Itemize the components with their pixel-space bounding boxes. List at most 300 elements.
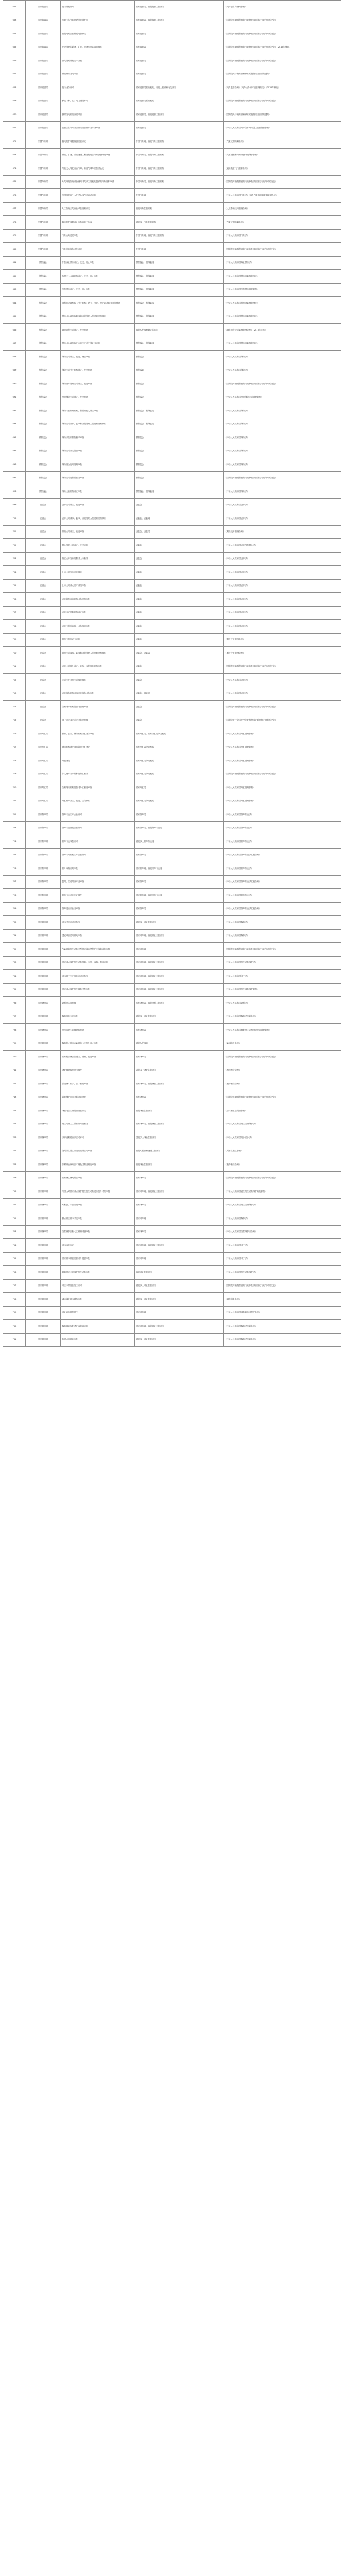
- row-department: 证监会: [26, 647, 61, 660]
- row-department: 国家林草局: [26, 956, 61, 970]
- row-department: 国家烟草局: [26, 862, 61, 876]
- row-basis: 《融资担保公司监督管理条例》（2017年公布）: [224, 324, 341, 337]
- table-row: [3, 256, 341, 270]
- row-basis: 《中华人民共和国森林法》: [224, 916, 341, 930]
- row-item: 期货交易所设立审批: [61, 633, 135, 647]
- row-number: 718: [3, 754, 26, 768]
- row-scope: 银保监会: [135, 431, 224, 445]
- row-number: 706: [3, 593, 26, 607]
- table-row: [3, 283, 341, 297]
- table-row: [3, 229, 341, 243]
- row-number: 740: [3, 1051, 26, 1064]
- row-basis: 《国务院对确需保留的行政审批项目设定行政许可的决定》: [224, 1171, 341, 1185]
- table-row: [3, 351, 341, 364]
- row-department: 国家林草局: [26, 1333, 61, 1347]
- row-scope: 国家林草局，省级草原主管部门: [135, 997, 224, 1010]
- row-number: 678: [3, 216, 26, 230]
- row-number: 691: [3, 391, 26, 404]
- row-department: 银保监会: [26, 458, 61, 472]
- row-item: 烟草专卖生产企业许可: [61, 808, 135, 822]
- row-number: 741: [3, 1064, 26, 1077]
- row-department: 证监会: [26, 714, 61, 727]
- row-number: 701: [3, 525, 26, 539]
- row-scope: 银保监会，银保监局: [135, 485, 224, 499]
- row-department: 国家林草局: [26, 997, 61, 1010]
- row-basis: 《中华人民共和国种子法》: [224, 1239, 341, 1253]
- row-number: 752: [3, 1212, 26, 1226]
- row-basis: 《风景名胜区条例》: [224, 1145, 341, 1158]
- row-basis: 《气象灾害防御条例》: [224, 135, 341, 149]
- row-item: 在森林和野生动物类型国家级自然保护区修筑设施审批: [61, 943, 135, 957]
- row-item: 外债登记: [61, 754, 135, 768]
- row-department: 银保监会: [26, 377, 61, 391]
- table-row: [3, 121, 341, 135]
- table-row: [3, 714, 341, 727]
- row-scope: 国家外汇局分支机构: [135, 795, 224, 808]
- row-item: 上市公司发行证券核准: [61, 566, 135, 580]
- row-item: 非银行金融机构（分支机构）设立、变更、终止以及业务范围审批: [61, 297, 135, 310]
- row-item: 气象信息服务单位备案: [61, 243, 135, 257]
- row-basis: 《中华人民共和国草原法》: [224, 997, 341, 1010]
- row-number: 760: [3, 1320, 26, 1334]
- row-item: 保险资产管理公司设立、变更审批: [61, 377, 135, 391]
- row-item: 证券登记结算机构设立审批: [61, 606, 135, 620]
- row-number: 705: [3, 579, 26, 593]
- row-scope: 国家林草局，省级林业主管部门: [135, 1077, 224, 1091]
- row-scope: 证监会: [135, 579, 224, 593]
- row-basis: 《中华人民共和国烟草专卖法》: [224, 835, 341, 849]
- row-scope: 国家能源局，省级能源主管部门: [135, 108, 224, 122]
- row-number: 755: [3, 1252, 26, 1266]
- row-department: 国家烟草局: [26, 821, 61, 835]
- row-item: 烟草专卖零售许可: [61, 835, 135, 849]
- row-basis: 《中华人民共和国外汇管理条例》: [224, 795, 341, 808]
- table-row: [3, 485, 341, 499]
- row-department: 国家能源局: [26, 81, 61, 95]
- row-department: 国家林草局: [26, 1158, 61, 1172]
- row-number: 702: [3, 539, 26, 553]
- row-item: 林木良种审定: [61, 1239, 135, 1253]
- table-row: [3, 1306, 341, 1320]
- row-basis: 《中华人民共和国气象法》《涉外气象探测和资料管理办法》: [224, 189, 341, 203]
- row-scope: 中国气象局，省级气象主管机构: [135, 148, 224, 162]
- row-basis: 《国务院对确需保留的行政审批项目设定行政许可的决定》: [224, 1051, 341, 1064]
- table-row: [3, 27, 341, 41]
- row-item: 引进林木种子、苗木检疫审批: [61, 1077, 135, 1091]
- row-scope: 国家林草局，省级林业主管部门: [135, 970, 224, 984]
- row-basis: 《中华人民共和国证券法》: [224, 579, 341, 593]
- row-department: 银保监会: [26, 297, 61, 310]
- row-department: 银保监会: [26, 337, 61, 351]
- row-number: 700: [3, 512, 26, 526]
- row-item: 合格境内机构投资者外汇额度审批: [61, 781, 135, 795]
- row-basis: 《中华人民共和国证券法》: [224, 606, 341, 620]
- row-item: 重点林区林木采伐审批: [61, 1212, 135, 1226]
- row-department: 国家烟草局: [26, 875, 61, 889]
- row-basis: 《中华人民共和国野生动物保护法》: [224, 956, 341, 970]
- row-scope: 国家林草局: [135, 1091, 224, 1104]
- row-scope: 县级以上林业主管部门: [135, 1333, 224, 1347]
- row-item: 石油天然气基础设施建设许可: [61, 14, 135, 27]
- row-basis: 《期货交易管理条例》: [224, 633, 341, 647]
- row-number: 748: [3, 1158, 26, 1172]
- row-item: 银行业金融机构开办衍生产品交易业务审批: [61, 337, 135, 351]
- row-department: 银保监会: [26, 445, 61, 458]
- row-item: 进出口野生动植物种审批: [61, 1024, 135, 1037]
- row-department: 银保监会: [26, 283, 61, 297]
- row-department: 国家林草局: [26, 943, 61, 957]
- row-basis: 《中华人民共和国证券法》: [224, 512, 341, 526]
- table-row: [3, 1, 341, 14]
- row-number: 687: [3, 337, 26, 351]
- table-row: [3, 512, 341, 526]
- row-scope: 证监会: [135, 566, 224, 580]
- row-basis: 《植物检疫条例》: [224, 1064, 341, 1077]
- table-row: [3, 795, 341, 808]
- row-item: 国家级森林公园设立、撤销、变更审批: [61, 1051, 135, 1064]
- row-number: 747: [3, 1145, 26, 1158]
- table-row: [3, 862, 341, 876]
- table-row: [3, 377, 341, 391]
- table-row: [3, 929, 341, 943]
- table-row: [3, 324, 341, 337]
- row-scope: 证监会，证监局: [135, 512, 224, 526]
- row-item: 银行业金融机构董事和高级管理人员任职资格核准: [61, 310, 135, 324]
- row-scope: 国家外汇局: [135, 781, 224, 795]
- row-scope: 国家外汇局分支机构: [135, 768, 224, 781]
- row-basis: 《中华人民共和国野生动物保护法》: [224, 1266, 341, 1280]
- row-basis: 《中华人民共和国保险法》: [224, 404, 341, 418]
- row-department: 国家林草局: [26, 929, 61, 943]
- table-row: [3, 835, 341, 849]
- row-basis: 《森林病虫害防治条例》: [224, 1104, 341, 1118]
- table-row: [3, 297, 341, 310]
- row-item: 保险公司重大投资审批: [61, 445, 135, 458]
- row-scope: 县级以上林业主管部门: [135, 1064, 224, 1077]
- row-number: 703: [3, 552, 26, 566]
- row-basis: 《中华人民共和国防沙治沙法》: [224, 1131, 341, 1145]
- row-basis: 《中华人民共和国银行业监督管理法》: [224, 310, 341, 324]
- row-number: 696: [3, 458, 26, 472]
- row-number: 664: [3, 27, 26, 41]
- row-basis: 《国务院对确需保留的行政审批项目设定行政许可的决定》: [224, 243, 341, 257]
- row-department: 中国气象局: [26, 229, 61, 243]
- row-number: 680: [3, 243, 26, 257]
- table-row: [3, 81, 341, 95]
- table-row: [3, 539, 341, 553]
- row-department: 证监会: [26, 660, 61, 674]
- row-number: 738: [3, 1024, 26, 1037]
- table-row: [3, 1212, 341, 1226]
- row-department: 银保监会: [26, 404, 61, 418]
- row-item: 烟草专卖品准运证核发: [61, 889, 135, 903]
- row-scope: 国家烟草局: [135, 808, 224, 822]
- row-number: 675: [3, 175, 26, 189]
- row-basis: 《中华人民共和国烟草专卖法实施条例》: [224, 902, 341, 916]
- table-row: [3, 243, 341, 257]
- row-number: 670: [3, 108, 26, 122]
- row-scope: 省级气象主管机构: [135, 202, 224, 216]
- row-department: 国家林草局: [26, 1185, 61, 1199]
- row-basis: 《国务院对确需保留的行政审批项目设定行政许可的决定》: [224, 1279, 341, 1293]
- row-scope: 银保监会，银保监局: [135, 297, 224, 310]
- row-department: 国家能源局: [26, 95, 61, 108]
- row-scope: 银保监会: [135, 391, 224, 404]
- row-item: 期货公司董事、监事和高级管理人员任职资格核准: [61, 647, 135, 660]
- row-item: 雷电防护装置设计审核和竣工验收: [61, 216, 135, 230]
- row-number: 677: [3, 202, 26, 216]
- row-number: 712: [3, 674, 26, 687]
- row-scope: 国家烟草局，省级烟草专卖局: [135, 862, 224, 876]
- row-department: 国家能源局: [26, 41, 61, 54]
- row-number: 761: [3, 1333, 26, 1347]
- row-item: 外国组织和个人在华从事气象活动审批: [61, 189, 135, 203]
- row-scope: 银保监会，银保监局: [135, 283, 224, 297]
- row-department: 证监会: [26, 633, 61, 647]
- row-item: 期货公司设立、变更审批: [61, 525, 135, 539]
- row-basis: 《中华人民共和国植物新品种保护条例》: [224, 1306, 341, 1320]
- table-row: [3, 135, 341, 149]
- row-basis: 《中华人民共和国烟草专卖法》: [224, 889, 341, 903]
- row-scope: 国家能源局: [135, 54, 224, 68]
- row-number: 685: [3, 310, 26, 324]
- row-number: 725: [3, 848, 26, 862]
- row-item: 草原征占用审核: [61, 997, 135, 1010]
- row-item: 保险公估机构设立审批: [61, 485, 135, 499]
- row-department: 国家林草局: [26, 1212, 61, 1226]
- row-department: 中国气象局: [26, 202, 61, 216]
- table-row: [3, 875, 341, 889]
- row-number: 676: [3, 189, 26, 203]
- row-basis: 《中华人民共和国证券法》: [224, 566, 341, 580]
- row-scope: 国家林草局，省级林业主管部门: [135, 983, 224, 997]
- row-scope: 县级以上林业主管部门: [135, 1293, 224, 1307]
- row-number: 673: [3, 148, 26, 162]
- row-basis: 《中华人民共和国种子法》: [224, 970, 341, 984]
- row-basis: 《中华人民共和国证券法》: [224, 552, 341, 566]
- row-scope: 国家能源局，省级能源主管部门: [135, 14, 224, 27]
- row-number: 694: [3, 431, 26, 445]
- row-department: 国家外汇局: [26, 727, 61, 741]
- row-scope: 银保监会，银保监局: [135, 337, 224, 351]
- row-number: 719: [3, 768, 26, 781]
- row-basis: 《中华人民共和国外汇管理条例》: [224, 741, 341, 754]
- row-basis: 《中华人民共和国森林法》: [224, 929, 341, 943]
- row-number: 759: [3, 1306, 26, 1320]
- row-scope: 中国气象局，省级气象主管机构: [135, 175, 224, 189]
- table-row: [3, 687, 341, 701]
- row-item: 建设项目使用林地审核: [61, 929, 135, 943]
- table-row: [3, 647, 341, 660]
- row-number: 668: [3, 81, 26, 95]
- row-basis: 《中华人民共和国外资保险公司管理条例》: [224, 391, 341, 404]
- row-basis: 《中华人民共和国野生动物保护法》: [224, 1198, 341, 1212]
- row-number: 735: [3, 983, 26, 997]
- row-item: 国家重点保护野生动物猎捕、出售、收购、利用审批: [61, 956, 135, 970]
- row-number: 726: [3, 862, 26, 876]
- row-department: 国家能源局: [26, 27, 61, 41]
- row-department: 银保监会: [26, 364, 61, 377]
- row-scope: 银保监会: [135, 351, 224, 364]
- row-number: 750: [3, 1185, 26, 1199]
- row-basis: 《气象设施和气象探测环境保护条例》: [224, 148, 341, 162]
- row-scope: 证监会: [135, 633, 224, 647]
- table-row: [3, 1010, 341, 1024]
- table-row: [3, 1064, 341, 1077]
- row-item: 大气环境影响评价使用非气象主管机构提供的气象资料审查: [61, 175, 135, 189]
- row-scope: 证监会，证监局: [135, 525, 224, 539]
- row-basis: 《中华人民共和国证券法》: [224, 593, 341, 607]
- row-department: 证监会: [26, 606, 61, 620]
- table-row: [3, 1091, 341, 1104]
- table-row: [3, 1131, 341, 1145]
- table-row: [3, 1158, 341, 1172]
- row-scope: 银保监局: [135, 364, 224, 377]
- row-scope: 国家林草局: [135, 943, 224, 957]
- table-row: [3, 1252, 341, 1266]
- table-row: [3, 108, 341, 122]
- row-scope: 中国气象局，省级气象主管机构: [135, 162, 224, 176]
- row-scope: 县级以上烟草专卖局: [135, 835, 224, 849]
- table-row: [3, 1239, 341, 1253]
- row-scope: 国家烟草局: [135, 902, 224, 916]
- row-scope: 国家林草局，省级林业主管部门: [135, 956, 224, 970]
- row-number: 679: [3, 229, 26, 243]
- row-item: 松材线虫病疫区木材及其制品调运审批: [61, 1158, 135, 1172]
- row-scope: 证监会: [135, 660, 224, 674]
- row-number: 730: [3, 916, 26, 930]
- row-department: 国家林草局: [26, 1239, 61, 1253]
- row-department: 银保监会: [26, 391, 61, 404]
- row-scope: 银保监会，银保监局: [135, 310, 224, 324]
- table-row: [3, 525, 341, 539]
- row-basis: 《植物检疫条例》: [224, 1158, 341, 1172]
- row-item: 外汇账户开立、变更、关闭核准: [61, 795, 135, 808]
- row-number: 713: [3, 687, 26, 701]
- row-basis: 《中华人民共和国陆生野生动物保护实施条例》: [224, 1185, 341, 1199]
- table-row: [3, 431, 341, 445]
- row-item: 个人财产对外转移售付汇核准: [61, 768, 135, 781]
- row-scope: 国家外汇局，国家外汇局分支机构: [135, 727, 224, 741]
- table-row: [3, 902, 341, 916]
- table-row: [3, 1024, 341, 1037]
- table-row: [3, 606, 341, 620]
- row-number: 744: [3, 1104, 26, 1118]
- row-number: 672: [3, 135, 26, 149]
- row-item: 气象台站迁建审批: [61, 229, 135, 243]
- row-basis: 《国务院对确需保留的行政审批项目设定行政许可的决定》: [224, 701, 341, 714]
- row-scope: 国家林草局: [135, 1171, 224, 1185]
- row-scope: 国家能源局，省级能源主管部门: [135, 1, 224, 14]
- row-scope: 省级林业主管部门: [135, 1158, 224, 1172]
- row-department: 中国气象局: [26, 175, 61, 189]
- row-basis: 《中华人民共和国证券法》: [224, 620, 341, 634]
- row-scope: 证监会: [135, 539, 224, 553]
- table-row: [3, 1185, 341, 1199]
- row-scope: 证监会: [135, 714, 224, 727]
- row-department: 国家林草局: [26, 1037, 61, 1051]
- row-basis: 《森林防火条例》: [224, 1037, 341, 1051]
- row-department: 国家能源局: [26, 68, 61, 81]
- row-item: 承装（修、试）电力设施许可: [61, 95, 135, 108]
- row-number: 727: [3, 875, 26, 889]
- table-row: [3, 1225, 341, 1239]
- row-number: 756: [3, 1266, 26, 1280]
- row-department: 银保监会: [26, 431, 61, 445]
- row-scope: 省级林业主管部门: [135, 1104, 224, 1118]
- row-item: 保险资金运用管理审批: [61, 458, 135, 472]
- row-scope: 国家林草局: [135, 1051, 224, 1064]
- row-number: 720: [3, 781, 26, 795]
- row-scope: 证监会，财政部: [135, 687, 224, 701]
- row-basis: 《中华人民共和国对外合作开采陆上石油资源条例》: [224, 121, 341, 135]
- row-scope: 银保监会: [135, 377, 224, 391]
- table-row: [3, 781, 341, 795]
- table-row: [3, 95, 341, 108]
- row-item: 公司公开发行公司债券核准: [61, 674, 135, 687]
- table-row: [3, 1198, 341, 1212]
- row-number: 684: [3, 297, 26, 310]
- table-row: [3, 674, 341, 687]
- row-basis: 《中华人民共和国烟草专卖法》: [224, 821, 341, 835]
- table-row: [3, 1145, 341, 1158]
- table-row: [3, 1118, 341, 1131]
- row-number: 710: [3, 647, 26, 660]
- row-item: 卷烟、雪茄烟新产品审批: [61, 875, 135, 889]
- table-row: [3, 1266, 341, 1280]
- row-item: 雷电防护装置检测资质认定: [61, 135, 135, 149]
- row-basis: 《中华人民共和国种子法》: [224, 1252, 341, 1266]
- table-row: [3, 1333, 341, 1347]
- row-scope: 银保监会，银保监局: [135, 404, 224, 418]
- table-row: [3, 337, 341, 351]
- table-row: [3, 660, 341, 674]
- row-scope: 中国气象局，省级气象主管机构: [135, 229, 224, 243]
- row-number: 715: [3, 714, 26, 727]
- row-department: 国家林草局: [26, 1171, 61, 1185]
- table-row: [3, 41, 341, 54]
- row-basis: 《国务院对确需保留的行政审批项目设定行政许可的决定》: [224, 660, 341, 674]
- row-department: 国家林草局: [26, 1320, 61, 1334]
- row-scope: 国家烟草局: [135, 875, 224, 889]
- row-basis: 《中华人民共和国银行业监督管理法》: [224, 270, 341, 284]
- row-number: 669: [3, 95, 26, 108]
- row-department: 国家林草局: [26, 1279, 61, 1293]
- row-item: 保险公司再保险业务审批: [61, 471, 135, 485]
- row-item: 境内机构境外直接投资外汇登记: [61, 741, 135, 754]
- row-item: 证券公司设立、变更审批: [61, 498, 135, 512]
- row-item: 国家重点保护野生植物采集审批: [61, 983, 135, 997]
- row-item: 电力设施许可: [61, 1, 135, 14]
- table-row: [3, 970, 341, 984]
- row-item: 烟草进出口业务审批: [61, 902, 135, 916]
- row-number: 751: [3, 1198, 26, 1212]
- row-department: 国家能源局: [26, 121, 61, 135]
- row-basis: 《城市绿化条例》: [224, 1293, 341, 1307]
- row-department: 证监会: [26, 674, 61, 687]
- row-basis: 《国务院对确需保留的行政审批项目设定行政许可的决定》: [224, 943, 341, 957]
- row-number: 692: [3, 404, 26, 418]
- row-number: 753: [3, 1225, 26, 1239]
- row-basis: 《期货交易管理条例》: [224, 525, 341, 539]
- row-scope: 县级以上林业主管部门: [135, 916, 224, 930]
- row-number: 743: [3, 1091, 26, 1104]
- row-item: 非上市公众公司公开转让审核: [61, 714, 135, 727]
- row-basis: 《国务院关于发布政府核准的投资项目目录的通知》: [224, 68, 341, 81]
- row-scope: 银保监会: [135, 471, 224, 485]
- row-item: 新建燃煤发电项目: [61, 68, 135, 81]
- row-department: 国家林草局: [26, 1024, 61, 1037]
